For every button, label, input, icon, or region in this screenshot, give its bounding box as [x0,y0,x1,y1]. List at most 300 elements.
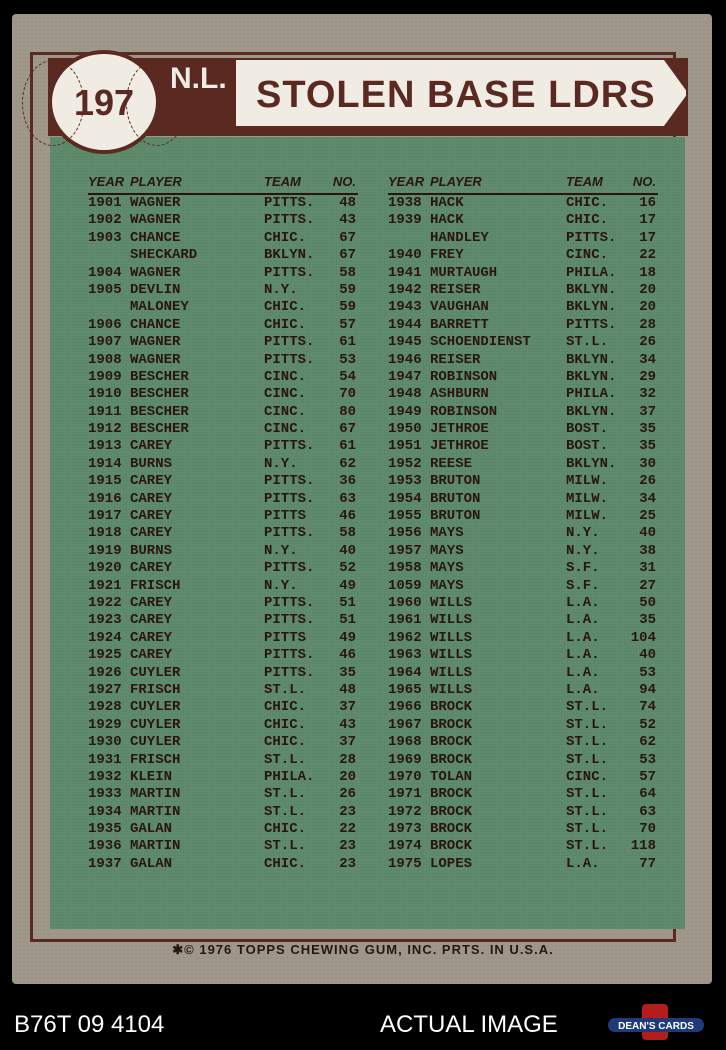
player-cell: ROBINSON [430,403,498,420]
table-row [388,717,658,734]
stolen-bases-cell: 35 [639,421,656,438]
stolen-bases-cell: 67 [339,229,356,246]
table-row [88,525,358,542]
table-row [88,473,358,490]
table-row [88,786,358,803]
team-cell: CINC. [264,421,307,438]
table-row [388,612,658,629]
table-row [388,699,658,716]
table-row [88,456,358,473]
team-cell: CHIC. [566,212,609,229]
team-cell: ST.L. [264,681,307,698]
player-cell: BRUTON [430,490,481,507]
player-cell: MAYS [430,560,464,577]
player-cell: BESCHER [130,421,189,438]
table-row [88,734,358,751]
team-cell: BKLYN. [566,455,617,472]
team-cell: N.Y. [264,281,298,298]
year-cell: 1942 [388,281,422,298]
year-cell: 1920 [88,560,122,577]
year-cell: 1917 [88,508,122,525]
team-cell: BOST. [566,438,609,455]
team-cell: BKLYN. [264,247,315,264]
stolen-bases-cell: 17 [639,229,656,246]
table-row [388,386,658,403]
player-cell: WILLS [430,647,473,664]
stolen-bases-cell: 57 [339,316,356,333]
stolen-bases-cell: 49 [339,629,356,646]
year-cell: 1908 [88,351,122,368]
year-cell: 1929 [88,716,122,733]
team-cell: PITTS. [264,195,315,211]
player-cell: BROCK [430,838,473,855]
stolen-bases-cell: 53 [639,751,656,768]
table-row [88,438,358,455]
stolen-bases-cell: 52 [639,716,656,733]
player-cell: SHECKARD [130,247,198,264]
table-row [388,456,658,473]
year-cell: 1972 [388,803,422,820]
year-cell: 1911 [88,403,122,420]
table-row [388,543,658,560]
stolen-bases-cell: 37 [639,403,656,420]
stolen-bases-cell: 27 [639,577,656,594]
team-cell: MILW. [566,508,609,525]
player-cell: BROCK [430,786,473,803]
table-row [88,299,358,316]
player-cell: WILLS [430,681,473,698]
actual-image-label: ACTUAL IMAGE [380,1011,558,1038]
team-cell: S.F. [566,577,600,594]
player-cell: HANDLEY [430,229,489,246]
stolen-bases-cell: 49 [339,577,356,594]
player-cell: FRISCH [130,577,181,594]
stolen-bases-cell: 52 [339,560,356,577]
player-cell: CUYLER [130,716,181,733]
player-cell: MURTAUGH [430,264,498,281]
table-row [88,838,358,855]
stolen-bases-cell: 77 [639,855,656,872]
table-row [388,491,658,508]
table-row [88,560,358,577]
sku-label: B76T 09 4104 [14,1011,165,1038]
team-cell: MILW. [566,473,609,490]
table-row [88,856,358,873]
player-cell: BESCHER [130,386,189,403]
team-cell: L.A. [566,647,600,664]
player-cell: REISER [430,351,481,368]
player-cell: BROCK [430,716,473,733]
year-cell: 1936 [88,838,122,855]
table-row [388,752,658,769]
table-row [88,282,358,299]
year-cell: 1931 [88,751,122,768]
table-row [388,508,658,525]
year-cell: 1941 [388,264,422,281]
player-cell: GALAN [130,821,173,838]
player-cell: BROCK [430,803,473,820]
stolen-bases-cell: 20 [339,768,356,785]
team-cell: PITTS. [264,264,315,281]
table-row [88,630,358,647]
year-cell: 1962 [388,629,422,646]
stolen-bases-cell: 23 [339,838,356,855]
player-cell: FREY [430,247,464,264]
team-cell: BKLYN. [566,281,617,298]
year-cell: 1926 [88,664,122,681]
stolen-bases-cell: 31 [639,560,656,577]
year-cell: 1925 [88,647,122,664]
year-cell: 1956 [388,525,422,542]
stolen-bases-cell: 63 [639,803,656,820]
player-cell: GALAN [130,855,173,872]
team-cell: PITTS. [264,612,315,629]
table-row [88,804,358,821]
team-cell: CHIC. [264,699,307,716]
baseball-icon [48,50,160,154]
table-row [88,717,358,734]
table-row [88,612,358,629]
player-cell: WILLS [430,594,473,611]
year-cell: 1946 [388,351,422,368]
table-row [388,265,658,282]
table-row [88,543,358,560]
year-cell: 1939 [388,212,422,229]
table-row [88,578,358,595]
player-cell: CAREY [130,508,173,525]
year-cell: 1949 [388,403,422,420]
stolen-bases-cell: 30 [639,455,656,472]
player-cell: CHANCE [130,316,181,333]
team-cell: ST.L. [566,334,609,351]
stolen-bases-cell: 51 [339,612,356,629]
year-cell: 1947 [388,368,422,385]
stolen-bases-cell: 17 [639,212,656,229]
player-cell: CAREY [130,612,173,629]
table-row [88,647,358,664]
year-cell: 1922 [88,594,122,611]
table-row [388,369,658,386]
year-cell: 1910 [88,386,122,403]
team-cell: PITTS [264,629,307,646]
team-cell: ST.L. [566,699,609,716]
year-cell: 1967 [388,716,422,733]
team-cell: CHIC. [264,734,307,751]
team-cell: CHIC. [264,229,307,246]
stolen-bases-cell: 59 [339,281,356,298]
player-cell: SCHOENDIENST [430,334,531,351]
year-cell: 1953 [388,473,422,490]
player-cell: ROBINSON [430,368,498,385]
team-cell: BKLYN. [566,299,617,316]
team-cell: CHIC. [264,299,307,316]
player-cell: REISER [430,281,481,298]
player-cell: HACK [430,195,464,211]
stolen-bases-cell: 22 [639,247,656,264]
year-cell: 1914 [88,455,122,472]
player-cell: WAGNER [130,212,181,229]
year-cell: 1904 [88,264,122,281]
table-row [388,212,658,229]
year-cell: 1906 [88,316,122,333]
player-cell: CAREY [130,629,173,646]
left-column [88,174,358,873]
stolen-bases-cell: 54 [339,368,356,385]
team-cell: PITTS. [264,351,315,368]
table-row [388,352,658,369]
year-cell: 1951 [388,438,422,455]
year-cell: 1964 [388,664,422,681]
year-cell: 1934 [88,803,122,820]
table-row [388,421,658,438]
player-cell: CUYLER [130,734,181,751]
player-cell: CUYLER [130,664,181,681]
stolen-bases-cell: 58 [339,264,356,281]
year-cell: 1919 [88,542,122,559]
team-cell: PITTS. [264,212,315,229]
stolen-bases-cell: 22 [339,821,356,838]
stolen-bases-cell: 61 [339,438,356,455]
league-label: N.L. [170,62,227,95]
team-cell: L.A. [566,681,600,698]
team-cell: N.Y. [264,542,298,559]
table-row [388,438,658,455]
table-row [388,821,658,838]
stolen-bases-cell: 62 [639,734,656,751]
stolen-bases-cell: 23 [339,855,356,872]
player-cell: BROCK [430,699,473,716]
team-cell: CINC. [566,247,609,264]
year-cell: 1938 [388,195,422,211]
year-cell: 1916 [88,490,122,507]
team-cell: PITTS. [264,594,315,611]
year-cell: 1955 [388,508,422,525]
team-cell: ST.L. [264,838,307,855]
stolen-bases-cell: 26 [639,473,656,490]
team-cell: L.A. [566,594,600,611]
team-cell: BOST. [566,421,609,438]
player-cell: CAREY [130,473,173,490]
stolen-bases-cell: 74 [639,699,656,716]
year-cell: 1935 [88,821,122,838]
player-cell: JETHROE [430,438,489,455]
year-cell: 1912 [88,421,122,438]
stolen-bases-cell: 58 [339,525,356,542]
team-cell: BKLYN. [566,403,617,420]
team-cell: ST.L. [566,786,609,803]
stolen-bases-cell: 34 [639,490,656,507]
year-cell: 1905 [88,281,122,298]
player-cell: MARTIN [130,786,181,803]
player-cell: BURNS [130,542,173,559]
table-row [388,769,658,786]
table-row [88,508,358,525]
team-cell: PHILA. [566,386,617,403]
team-cell: ST.L. [566,821,609,838]
player-cell: KLEIN [130,768,173,785]
team-cell: ST.L. [566,838,609,855]
table-row [88,421,358,438]
team-cell: L.A. [566,855,600,872]
stolen-bases-cell: 29 [639,368,656,385]
team-cell: PITTS. [264,473,315,490]
player-cell: HACK [430,212,464,229]
year-cell: 1950 [388,421,422,438]
team-cell: PITTS. [566,316,617,333]
table-row [388,299,658,316]
year-cell: 1921 [88,577,122,594]
year-cell: 1957 [388,542,422,559]
stolen-bases-cell: 53 [339,351,356,368]
player-cell: TOLAN [430,768,473,785]
player-cell: BROCK [430,751,473,768]
team-cell: N.Y. [264,455,298,472]
team-cell: PITTS. [264,525,315,542]
player-cell: FRISCH [130,751,181,768]
player-cell: WAGNER [130,264,181,281]
stolen-bases-cell: 18 [639,264,656,281]
player-cell: BURNS [130,455,173,472]
table-row [388,334,658,351]
stolen-bases-cell: 43 [339,212,356,229]
stolen-bases-cell: 70 [339,386,356,403]
table-row [388,647,658,664]
stolen-bases-cell: 23 [339,803,356,820]
year-cell: 1901 [88,195,122,211]
team-cell: ST.L. [264,786,307,803]
team-cell: CHIC. [566,195,609,211]
table-row [88,821,358,838]
team-cell: ST.L. [566,734,609,751]
team-cell: L.A. [566,664,600,681]
team-cell: PITTS. [566,229,617,246]
stolen-bases-cell: 40 [639,525,656,542]
year-cell: 1960 [388,594,422,611]
year-cell: 1923 [88,612,122,629]
year-cell: 1918 [88,525,122,542]
table-row [388,734,658,751]
stolen-bases-cell: 48 [339,681,356,698]
stolen-bases-cell: 36 [339,473,356,490]
table-row [388,404,658,421]
table-row [388,804,658,821]
team-cell: ST.L. [264,803,307,820]
stolen-bases-cell: 37 [339,734,356,751]
player-cell: JETHROE [430,421,489,438]
year-cell: 1961 [388,612,422,629]
table-row [388,317,658,334]
stolen-bases-cell: 28 [639,316,656,333]
year-cell: 1954 [388,490,422,507]
team-cell: CHIC. [264,316,307,333]
table-row [388,473,658,490]
team-cell: N.Y. [264,577,298,594]
year-cell: 1952 [388,455,422,472]
team-cell: ST.L. [566,803,609,820]
year-cell: 1903 [88,229,122,246]
table-row [388,786,658,803]
table-row [388,665,658,682]
table-row [88,595,358,612]
player-cell: CAREY [130,594,173,611]
stolen-bases-cell: 104 [630,629,656,646]
player-cell: CAREY [130,490,173,507]
table-row [88,212,358,229]
card-title: STOLEN BASE LDRS [256,74,656,116]
player-cell: CUYLER [130,699,181,716]
team-cell: BKLYN. [566,351,617,368]
year-cell: 1940 [388,247,422,264]
player-cell: WAGNER [130,334,181,351]
table-row [88,369,358,386]
year-cell: 1937 [88,855,122,872]
copyright-line: ✱© 1976 TOPPS CHEWING GUM, INC. PRTS. IN U.S.A. [172,942,554,957]
table-row [88,195,358,212]
stolen-bases-cell: 26 [639,334,656,351]
stolen-bases-cell: 32 [639,386,656,403]
year-cell: 1913 [88,438,122,455]
team-cell: CINC. [264,368,307,385]
table-row [388,195,658,212]
player-cell: LOPES [430,855,473,872]
stolen-bases-cell: 51 [339,594,356,611]
player-cell: ASHBURN [430,386,489,403]
player-cell: BRUTON [430,508,481,525]
year-cell: 1969 [388,751,422,768]
team-cell: PITTS. [264,334,315,351]
player-cell: MALONEY [130,299,189,316]
year-cell: 1932 [88,768,122,785]
year-cell: 1943 [388,299,422,316]
team-cell: N.Y. [566,542,600,559]
team-cell: CINC. [264,386,307,403]
table-row [388,282,658,299]
right-column [388,174,658,873]
table-row [88,334,358,351]
right-rows [388,195,658,873]
table-row [88,247,358,264]
banner-tip [664,60,688,126]
table-row [88,404,358,421]
stolen-bases-cell: 20 [639,281,656,298]
stolen-bases-cell: 34 [639,351,656,368]
player-cell: WILLS [430,612,473,629]
year-cell: 1927 [88,681,122,698]
stolen-bases-cell: 43 [339,716,356,733]
table-row [88,752,358,769]
stolen-bases-cell: 46 [339,508,356,525]
stolen-bases-cell: 70 [639,821,656,838]
player-cell: CAREY [130,438,173,455]
table-row [388,630,658,647]
year-cell: 1902 [88,212,122,229]
logo-text: DEAN'S CARDS [618,1021,694,1032]
table-row [388,525,658,542]
stolen-bases-cell: 57 [639,768,656,785]
player-cell: BROCK [430,734,473,751]
year-cell: 1928 [88,699,122,716]
table-row [388,560,658,577]
table-row [88,665,358,682]
player-cell: BRUTON [430,473,481,490]
deans-cards-logo [608,1004,704,1042]
player-cell: MAYS [430,525,464,542]
player-cell: BARRETT [430,316,489,333]
table-row [388,682,658,699]
player-cell: MAYS [430,542,464,559]
team-cell: ST.L. [566,716,609,733]
year-cell: 1948 [388,386,422,403]
